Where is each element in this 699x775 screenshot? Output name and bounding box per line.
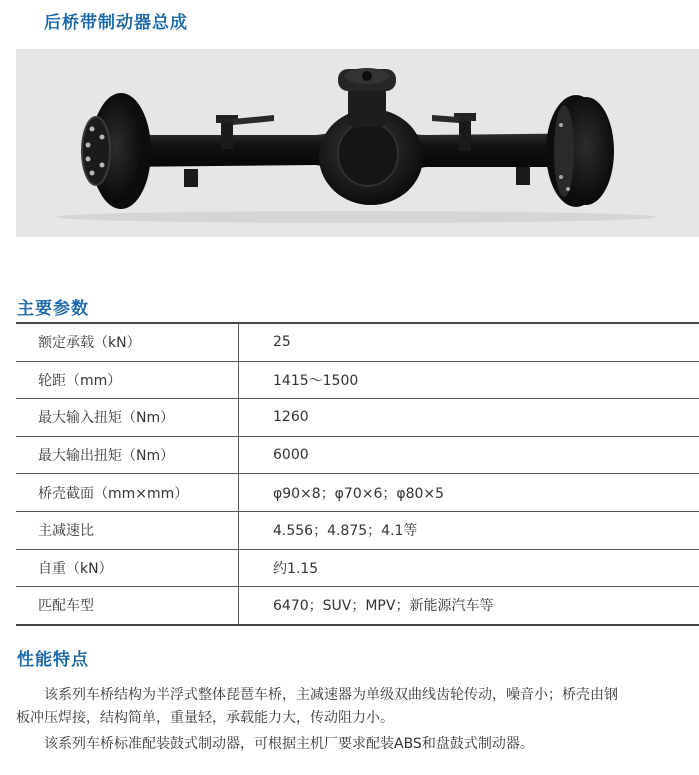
param-label: 自重（kN） <box>16 549 239 587</box>
params-heading: 主要参数 <box>17 299 89 319</box>
param-label: 主减速比 <box>16 511 239 549</box>
features-paragraph-2: 该系列车桥标准配装鼓式制动器，可根据主机厂要求配装ABS和盘鼓式制动器。 <box>44 736 534 752</box>
param-value: 4.556；4.875；4.1等 <box>239 511 699 549</box>
param-value: 1415～1500 <box>239 361 699 399</box>
param-label: 桥壳截面（mm×mm） <box>16 474 239 512</box>
axle-photo <box>16 49 699 237</box>
table-row <box>16 474 699 512</box>
param-value: 25 <box>239 323 699 361</box>
param-label: 最大输出扭矩（Nm） <box>16 436 239 474</box>
table-row <box>16 436 699 474</box>
param-value: 6000 <box>239 436 699 474</box>
table-row <box>16 511 699 549</box>
features-paragraph-1-line-2: 板冲压焊接，结构简单，重量轻，承载能力大，传动阻力小。 <box>16 710 394 726</box>
param-value: 1260 <box>239 399 699 437</box>
params-table <box>16 322 699 626</box>
table-row <box>16 323 699 361</box>
param-label: 额定承载（kN） <box>16 323 239 361</box>
param-label: 匹配车型 <box>38 598 94 615</box>
param-value: φ90×8；φ70×6；φ80×5 <box>239 474 699 512</box>
table-row <box>16 549 699 587</box>
features-heading: 性能特点 <box>17 650 89 670</box>
table-row <box>16 587 699 625</box>
rear-axle-illustration <box>16 49 699 237</box>
param-label: 最大输入扭矩（Nm） <box>16 399 239 437</box>
page-title: 后桥带制动器总成 <box>44 13 188 33</box>
param-label: 轮距（mm） <box>16 361 239 399</box>
table-row <box>16 399 699 437</box>
param-value: 6470；SUV；MPV；新能源汽车等 <box>239 587 699 625</box>
table-row <box>16 361 699 399</box>
param-value: 约1.15 <box>239 549 699 587</box>
features-paragraph-1-line-1: 该系列车桥结构为半浮式整体琵琶车桥，主减速器为单级双曲线齿轮传动，噪音小；桥壳由钢 <box>44 687 618 703</box>
